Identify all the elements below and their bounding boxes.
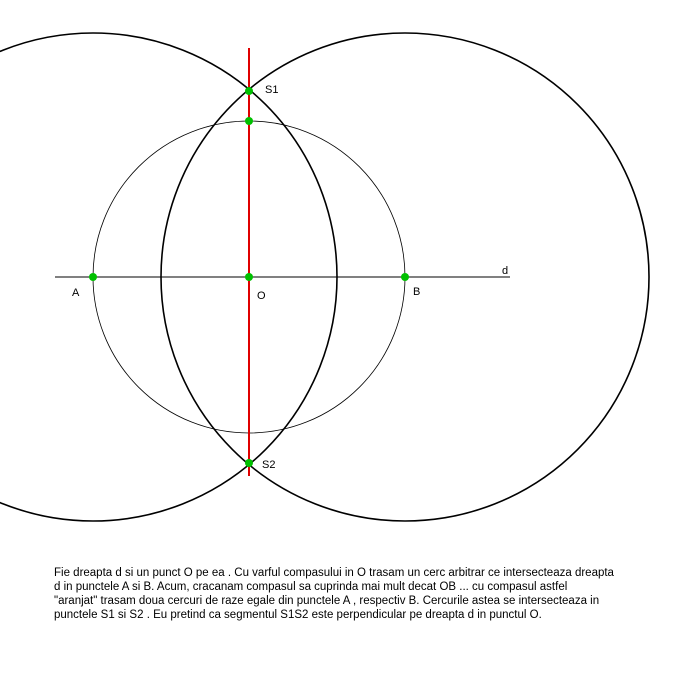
- point-s1: [245, 87, 253, 95]
- label-a: A: [72, 287, 80, 299]
- point-s2: [245, 459, 253, 467]
- caption-line: Fie dreapta d si un punct O pe ea . Cu varful compasului in O trasam un cerc arbitrar ce intersecteaza dreapta: [54, 567, 614, 579]
- caption-line: punctele S1 si S2 . Eu pretind ca segmentul S1S2 este perpendicular pe dreapta d in punctul O.: [54, 609, 542, 621]
- point-a: [89, 273, 97, 281]
- label-b: B: [413, 286, 421, 298]
- label-o: O: [257, 290, 266, 302]
- label-s2: S2: [262, 459, 276, 471]
- caption-line: "aranjat" trasam doua cercuri de raze egale din punctele A , respectiv B. Cercurile astea se intersecteaza in: [54, 595, 600, 607]
- point-o: [245, 273, 253, 281]
- label-s1: S1: [265, 84, 279, 96]
- label-d: d: [502, 265, 509, 277]
- caption: [54, 566, 690, 622]
- point-top-small-circle: [245, 117, 253, 125]
- point-b: [401, 273, 409, 281]
- caption-line: d in punctele A si B. Acum, cracanam compasul sa cuprinda mai mult decat OB ... cu compasul astfel: [54, 581, 568, 593]
